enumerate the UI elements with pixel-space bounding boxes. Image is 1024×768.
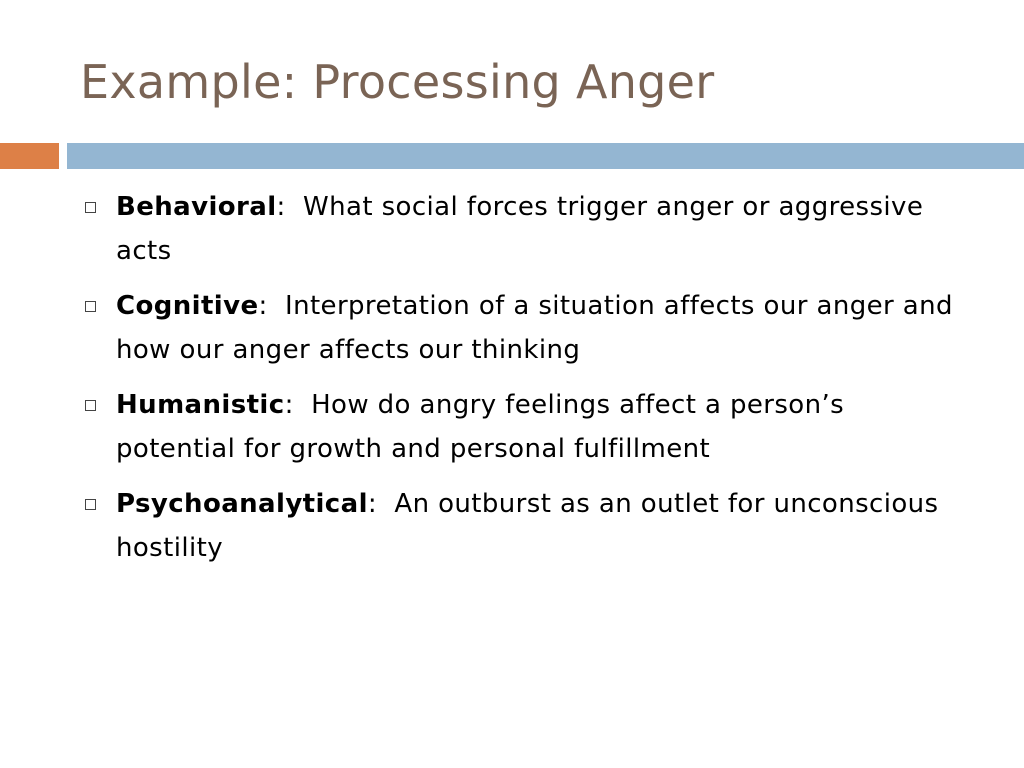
bullet-term-colon: : [284, 390, 294, 420]
hollow-square-bullet-icon [85, 301, 96, 312]
title-divider-bar [67, 143, 1024, 169]
hollow-square-bullet-icon [85, 202, 96, 213]
bullet-list [80, 185, 970, 581]
hollow-square-bullet-icon [85, 400, 96, 411]
bullet-term: Cognitive [116, 291, 259, 321]
bullet-item-behavioral [80, 185, 970, 273]
bullet-term-colon: : [367, 489, 378, 519]
bullet-term-colon: : [276, 192, 286, 222]
bullet-term: Psychoanalytical [116, 489, 368, 519]
bullet-term: Behavioral [116, 192, 277, 222]
title-accent-bar [0, 143, 59, 169]
bullet-term-colon: : [258, 291, 268, 321]
bullet-text: Interpretation of a situation affects our anger and how our anger affects our thinking [116, 291, 962, 365]
bullet-text: An outburst as an outlet for unconscious hostility [116, 489, 948, 563]
bullet-item-humanistic [80, 383, 970, 471]
bullet-item-cognitive [80, 284, 970, 372]
bullet-text: What social forces trigger anger or aggressive acts [116, 192, 932, 266]
slide-title: Example: Processing Anger [80, 55, 715, 109]
bullet-item-psychoanalytical [80, 482, 970, 570]
bullet-text: How do angry feelings affect a person’s potential for growth and personal fulfillment [116, 390, 853, 464]
bullet-term: Humanistic [116, 390, 285, 420]
hollow-square-bullet-icon [85, 499, 96, 510]
